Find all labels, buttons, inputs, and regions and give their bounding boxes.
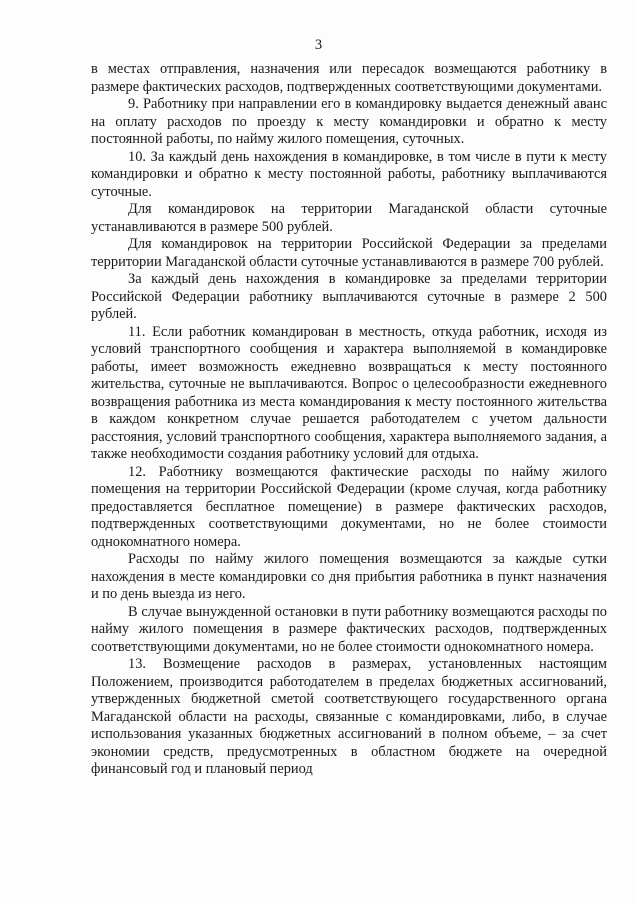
paragraph-continuation: в местах отправления, назначения или пересадок возмещаются работнику в размере фактических расходов, подтвержденных соответствующими документами. (91, 61, 607, 95)
paragraph-item-12: 12. Работнику возмещаются фактические расходы по найму жилого помещения на территории Российской Федерации (кроме случая, когда работнику предоставляется бесплатное помещение) в размере фактических расходов, подтвержденных соответствующими документами, но не более стоимости однокомнатного номера. (91, 463, 607, 550)
document-body (91, 61, 607, 779)
paragraph-item-10: 10. За каждый день нахождения в командировке, в том числе в пути к месту командировки и обратно к месту постоянной работы, работнику выплачиваются суточные. (91, 148, 607, 200)
paragraph-item-11: 11. Если работник командирован в местность, откуда работник, исходя из условий транспортного сообщения и характера выполняемой в командировке работы, имеет возможность ежедневно возвращаться к месту постоянного жительства, суточные не выплачиваются. Вопрос о целесообразности ежедневного возвращения работника из места командирования к месту постоянного жительства в каждом конкретном случае решается работодателем с учетом дальности расстояния, условий транспортного сообщения, характера выполняемого задания, а также необходимости создания работнику условий для отдыха. (91, 323, 607, 462)
paragraph-per-diem-abroad: За каждый день нахождения в командировке за пределами территории Российской Федерации работнику выплачиваются суточные в размере 2 500 рублей. (91, 271, 607, 322)
paragraph-per-diem-magadan: Для командировок на территории Магаданской области суточные устанавливаются в размере 500 рублей. (91, 201, 607, 235)
paragraph-item-13: 13. Возмещение расходов в размерах, установленных настоящим Положением, производится работодателем в пределах бюджетных ассигнований, утвержденных бюджетной сметой соответствующего государственного органа Магаданской области на расходы, связанные с командировками, либо, в случае использования указанных бюджетных ассигнований в полном объеме, – за счет экономии средств, предусмотренных в областном бюджете на очередной финансовый год и плановый период (91, 656, 607, 777)
paragraph-forced-stop: В случае вынужденной остановки в пути работнику возмещаются расходы по найму жилого помещения в размере фактических расходов, подтвержденных соответствующими документами, но не более стоимости однокомнатного номера. (91, 603, 607, 655)
paragraph-item-9: 9. Работнику при направлении его в командировку выдается денежный аванс на оплату расходов по проезду к месту командировки и обратно к месту постоянной работы, по найму жилого помещения, суточных. (91, 96, 607, 147)
paragraph-per-diem-russia: Для командировок на территории Российской Федерации за пределами территории Магаданской области суточные устанавливаются в размере 700 рублей. (91, 236, 607, 270)
page-number: 3 (314, 37, 323, 53)
paragraph-lodging-daily: Расходы по найму жилого помещения возмещаются за каждые сутки нахождения в месте командировки со дня прибытия работника в пункт назначения и по день выезда из него. (91, 551, 607, 602)
